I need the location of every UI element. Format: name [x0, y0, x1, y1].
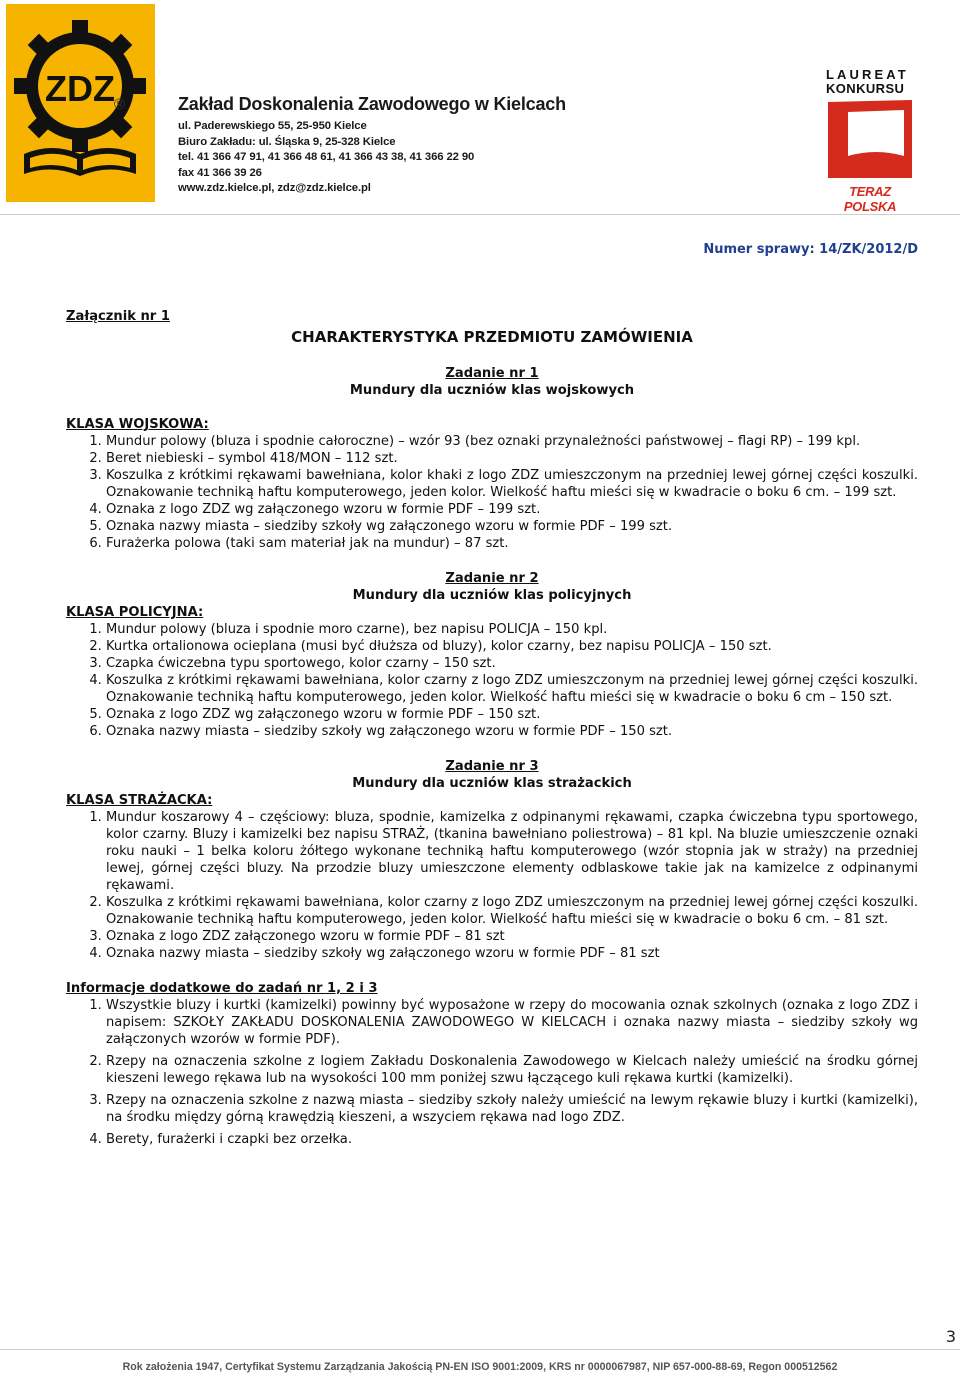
task-3-label: Zadanie nr 3	[445, 759, 539, 774]
task-1-class-label: KLASA WOJSKOWA:	[66, 417, 209, 432]
list-item: 1. Wszystkie bluzy i kurtki (kamizelki) powinny być wyposażone w rzepy do mocowania oznak szkolnych (oznaka z logo ZDZ i napisem: SZKOŁY ZAKŁADU DOSKONALENIA ZAWODOWEGO W KIELCACH i oznaka nazwy miasta – siedziby szkoły wg załączonych wzorów w formie PDF).	[106, 997, 918, 1048]
list-item: 3. Oznaka z logo ZDZ załączonego wzoru w formie PDF – 81 szt	[106, 928, 918, 945]
fax-line: fax 41 366 39 26	[178, 166, 262, 179]
task-3-header	[66, 758, 918, 792]
task-1-items	[66, 433, 918, 552]
footer-text: Rok założenia 1947, Certyfikat Systemu Zarządzania Jakością PN-EN ISO 9001:2009, KRS nr 0000067987, NIP 657-000-88-69, Regon 000512562	[122, 1361, 838, 1373]
page-number: 3	[945, 1327, 956, 1346]
task-2-subtitle: Mundury dla uczniów klas policyjnych	[352, 588, 632, 603]
list-item: 4. Koszulka z krótkimi rękawami bawełniana, kolor czarny z logo ZDZ umieszczonym na przedniej lewej górnej części koszulki. Oznakowanie techniką haftu komputerowego, jeden kolor. Wielkość haftu mieści się w kwadracie o boku 6 cm – 150 szt.	[106, 672, 918, 706]
list-item: 1. Mundur koszarowy 4 – częściowy: bluza, spodnie, kamizelka z odpinanymi rękawami, czapka ćwiczebna typu sportowego, kolor czarny. Bluzy i kamizelki bez napisu STRAŻ, (tkanina bawełniano poliestrowa) – 81 kpl. Na bluzie umieszczenie oznaki roku nauki – 1 belka koloru żółtego wykonane techniką haftu komputerowego (wzór stopnia jak w straży) na przedniej lewej, górnej części bluzy. Na przodzie bluzy umieszczone elementy odblaskowe takie jak na kamizelce z odpinanymi rękawami.	[106, 809, 918, 894]
annex-label: Załącznik nr 1	[66, 309, 170, 324]
additional-info-items	[66, 997, 918, 1148]
list-item: 2. Beret niebieski – symbol 418/MON – 112 szt.	[106, 450, 918, 467]
list-item: 2. Rzepy na oznaczenia szkolne z logiem Zakładu Doskonalenia Zawodowego w Kielcach należy umieścić na środku górnej kieszeni lewego rękawa lub na wysokości 100 mm poniżej szwu łączącego kuli rękawa kurtki (kamizelki).	[106, 1053, 918, 1087]
document-body	[66, 308, 918, 1153]
list-item: 2. Kurtka ortalionowa ocieplana (musi być dłuższa od bluzy), kolor czarny, bez napisu POLICJA – 150 szt.	[106, 638, 918, 655]
list-item: 4. Oznaka z logo ZDZ wg załączonego wzoru w formie PDF – 199 szt.	[106, 501, 918, 518]
award-heading	[826, 68, 918, 96]
list-item: 3. Koszulka z krótkimi rękawami bawełniana, kolor khaki z logo ZDZ umieszczonym na przedniej lewej górnej części koszulki. Oznakowanie techniką haftu komputerowego, jeden kolor. Wielkość haftu mieści się w kwadracie o boku 6 cm. – 199 szt.	[106, 467, 918, 501]
task-1-header	[66, 365, 918, 399]
award-line-1: LAUREAT	[826, 67, 909, 82]
award-line-2: KONKURSU	[826, 81, 905, 96]
logo-text: ZDZ	[45, 68, 115, 109]
task-1-subtitle: Mundury dla uczniów klas wojskowych	[349, 383, 635, 398]
list-item: 6. Oznaka nazwy miasta – siedziby szkoły wg załączonego wzoru w formie PDF – 150 szt.	[106, 723, 918, 740]
list-item: 5. Oznaka nazwy miasta – siedziby szkoły wg załączonego wzoru w formie PDF – 199 szt.	[106, 518, 918, 535]
case-number: Numer sprawy: 14/ZK/2012/D	[703, 242, 918, 257]
phone-line: tel. 41 366 47 91, 41 366 48 61, 41 366 43 38, 41 366 22 90	[178, 151, 475, 164]
task-2-header	[66, 570, 918, 604]
address-line: ul. Paderewskiego 55, 25-950 Kielce	[178, 120, 367, 132]
list-item: 3. Czapka ćwiczebna typu sportowego, kolor czarny – 150 szt.	[106, 655, 918, 672]
office-address-line: Biuro Zakładu: ul. Śląska 9, 25-328 Kielce	[178, 135, 396, 148]
company-name: Zakład Doskonalenia Zawodowego w Kielcach	[178, 94, 566, 114]
task-3-items	[66, 809, 918, 962]
teraz-polska-logo	[826, 98, 914, 214]
gear-book-logo-icon	[6, 4, 155, 202]
list-item: 4. Berety, furażerki i czapki bez orzełka.	[106, 1131, 918, 1148]
task-2-label: Zadanie nr 2	[445, 571, 539, 586]
registered-mark: ®	[114, 96, 126, 113]
list-item: 2. Koszulka z krótkimi rękawami bawełniana, kolor czarny z logo ZDZ umieszczonym na przedniej lewej górnej części koszulki. Oznakowanie techniką haftu komputerowego, jeden kolor. Wielkość haftu mieści się w kwadracie o boku 6 cm. – 81 szt.	[106, 894, 918, 928]
list-item: 1. Mundur polowy (bluza i spodnie moro czarne), bez napisu POLICJA – 150 kpl.	[106, 621, 918, 638]
zdz-logo	[6, 4, 155, 202]
task-1-label: Zadanie nr 1	[445, 366, 539, 381]
document-title: CHARAKTERYSTYKA PRZEDMIOTU ZAMÓWIENIA	[291, 328, 693, 346]
header-divider	[0, 214, 960, 215]
footer-divider	[0, 1349, 960, 1350]
list-item: 6. Furażerka polowa (taki sam materiał jak na mundur) – 87 szt.	[106, 535, 918, 552]
list-item: 5. Oznaka z logo ZDZ wg załączonego wzoru w formie PDF – 150 szt.	[106, 706, 918, 723]
teraz-polska-flag-icon	[826, 98, 914, 182]
web-email-line[interactable]: www.zdz.kielce.pl, zdz@zdz.kielce.pl	[178, 182, 371, 195]
task-3-class-label: KLASA STRAŻACKA:	[66, 793, 213, 808]
company-block	[178, 94, 566, 197]
list-item: 1. Mundur polowy (bluza i spodnie całoroczne) – wzór 93 (bez oznaki przynależności państwowej – flagi RP) – 199 kpl.	[106, 433, 918, 450]
additional-info-heading: Informacje dodatkowe do zadań nr 1, 2 i 3	[66, 981, 378, 996]
task-2-items	[66, 621, 918, 740]
task-2-class-label: KLASA POLICYJNA:	[66, 605, 204, 620]
task-3-subtitle: Mundury dla uczniów klas strażackich	[352, 776, 632, 791]
teraz-polska-label: TERAZ POLSKA	[843, 184, 897, 214]
list-item: 4. Oznaka nazwy miasta – siedziby szkoły wg załączonego wzoru w formie PDF – 81 szt	[106, 945, 918, 962]
list-item: 3. Rzepy na oznaczenia szkolne z nazwą miasta – siedziby szkoły należy umieścić na lewym rękawie bluzy i kurtki (kamizelki), na środku między górną krawędzią kieszeni, a wszyciem rękawa nad logo ZDZ.	[106, 1092, 918, 1126]
